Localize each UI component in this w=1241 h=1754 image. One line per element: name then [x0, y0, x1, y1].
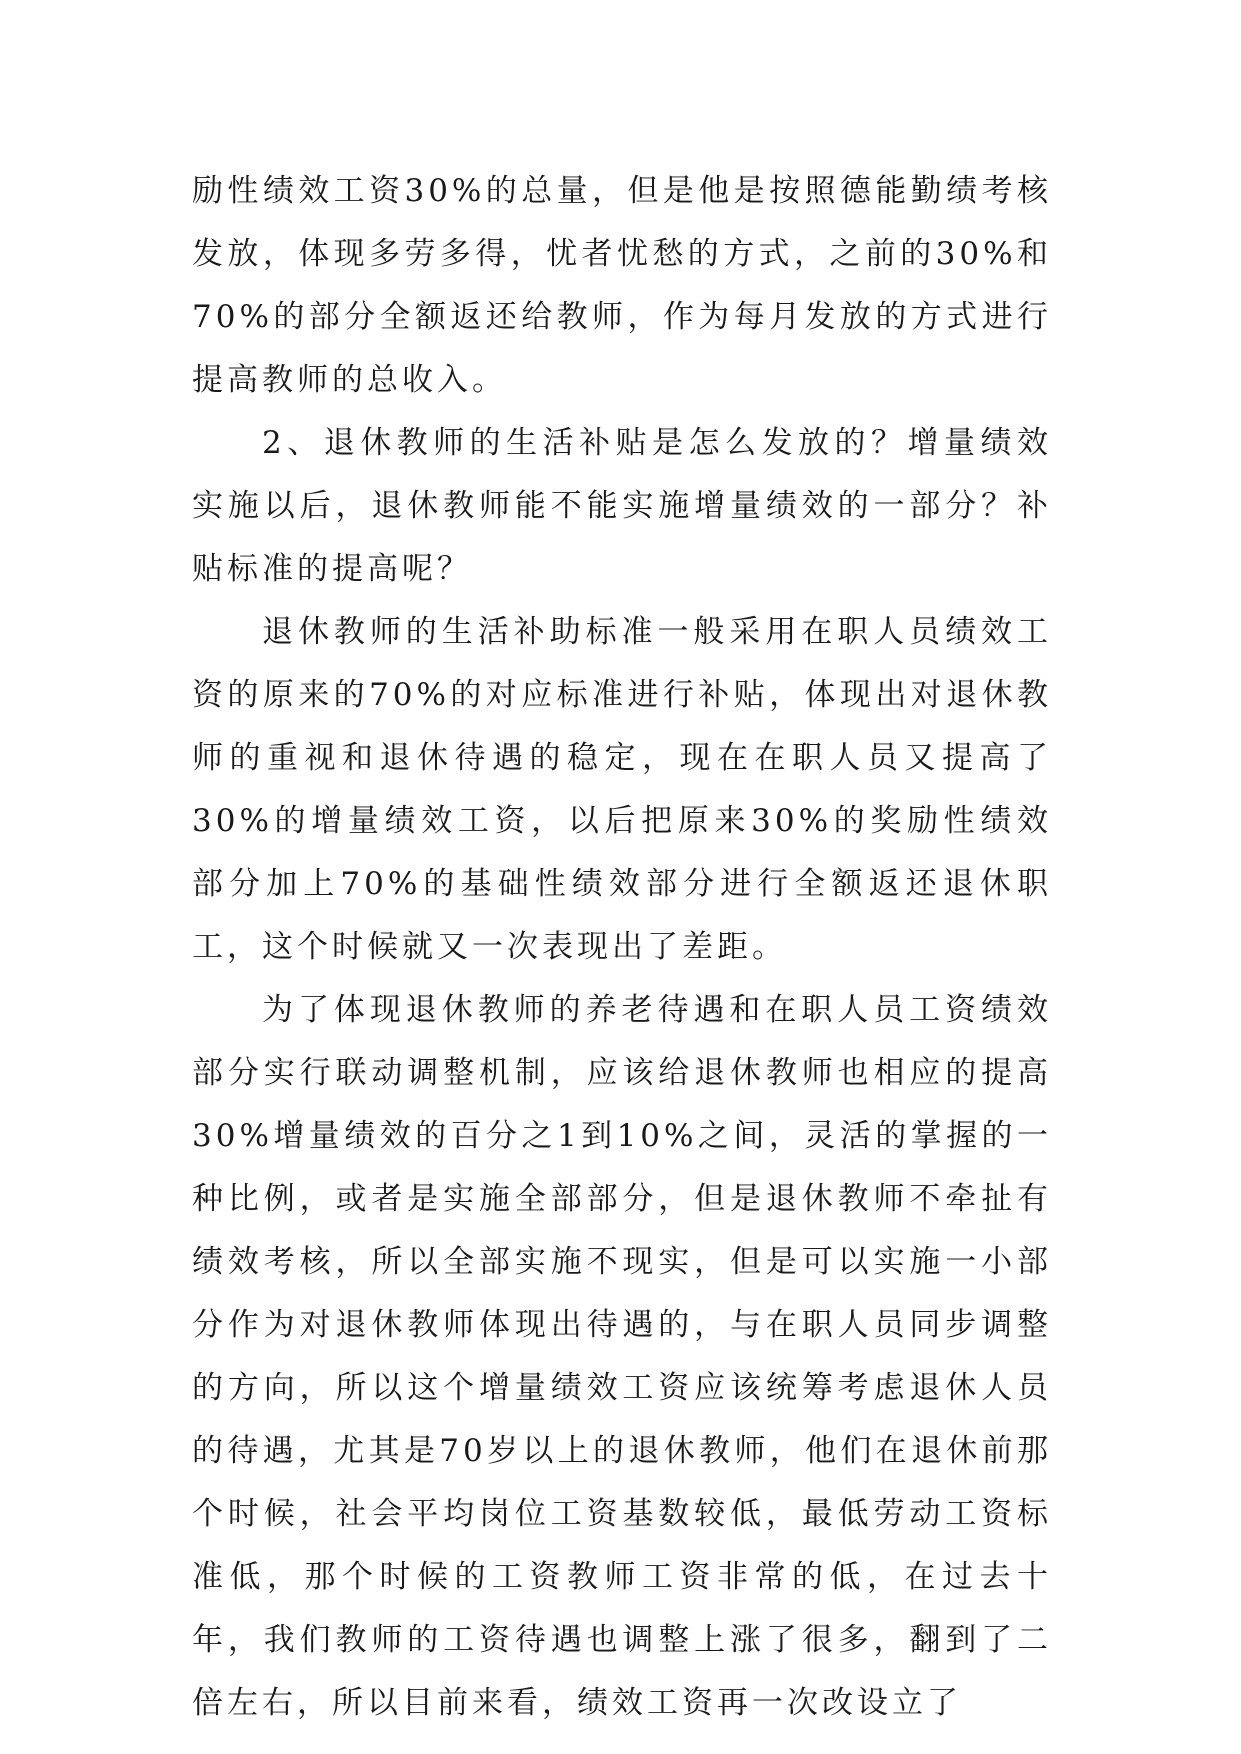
paragraph-3: 退休教师的生活补助标准一般采用在职人员绩效工资的原来的70%的对应标准进行补贴，体现出对退休教师的重视和退休待遇的稳定，现在在职人员又提高了30%的增量绩效工资，以后把原来30%的奖励性绩效部分加上70%的基础性绩效部分进行全额返还退休职工，这个时候就又一次表现出了差距。 [192, 614, 1052, 965]
document-body [192, 160, 1052, 1735]
paragraph-1: 励性绩效工资30%的总量，但是他是按照德能勤绩考核发放，体现多劳多得，忧者忧愁的方式，之前的30%和70%的部分全额返还给教师，作为每月发放的方式进行提高教师的总收入。 [192, 173, 1052, 398]
paragraph-2-question: 2、退休教师的生活补贴是怎么发放的？增量绩效实施以后，退休教师能不能实施增量绩效的一部分？补贴标准的提高呢？ [192, 425, 1052, 587]
paragraph-4: 为了体现退休教师的养老待遇和在职人员工资绩效部分实行联动调整机制，应该给退休教师也相应的提高30%增量绩效的百分之1到10%之间，灵活的掌握的一种比例，或者是实施全部部分，但是退休教师不牵扯有绩效考核，所以全部实施不现实，但是可以实施一小部分作为对退休教师体现出待遇的，与在职人员同步调整的方向，所以这个增量绩效工资应该统筹考虑退休人员的待遇，尤其是70岁以上的退休教师，他们在退休前那个时候，社会平均岗位工资基数较低，最低劳动工资标准低，那个时候的工资教师工资非常的低，在过去十年，我们教师的工资待遇也调整上涨了很多，翻到了二倍左右，所以目前来看，绩效工资再一次改设立了 [192, 992, 1052, 1721]
